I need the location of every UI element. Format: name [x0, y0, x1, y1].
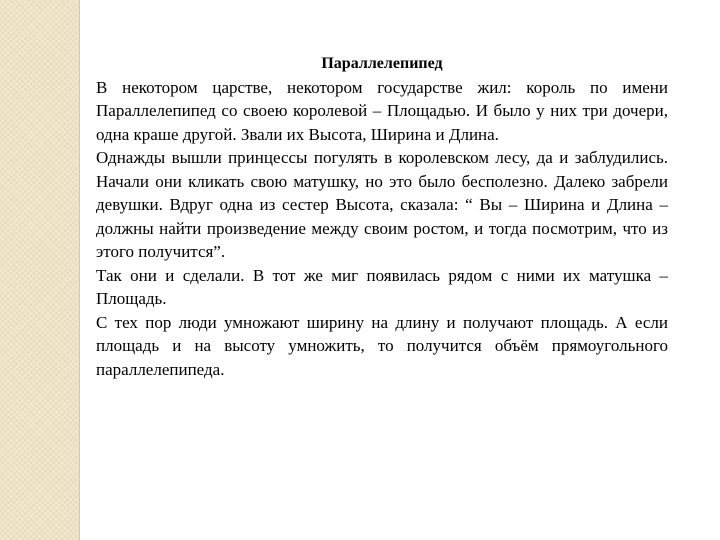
document-body: [96, 52, 668, 381]
paragraph-3: Так они и сделали. В тот же миг появилась рядом с ними их матушка – Площадь.: [96, 265, 668, 308]
paragraph-2: Однажды вышли принцессы погулять в королевском лесу, да и заблудились. Начали они кликать свою матушку, но это было бесполезно. Далеко забрели девушки. Вдруг одна из сестер Высота, сказала: “ Вы – Ширина и Длина – должны найти произведение между своим ростом, и тогда посмотрим, что из этого получится”.: [96, 148, 668, 261]
paragraph-1: В некотором царстве, некотором государстве жил: король по имени Параллелепипед со своею королевой – Площадью. И было у них три дочери, одна краше другой. Звали их Высота, Ширина и Длина.: [96, 77, 668, 144]
document-title: Параллелепипед: [321, 55, 443, 72]
decorative-sidebar: [0, 0, 80, 540]
paragraph-4: С тех пор люди умножают ширину на длину и получают площадь. А если площадь и на высоту умножить, то получится объём прямоугольного параллелепипеда.: [96, 312, 668, 379]
